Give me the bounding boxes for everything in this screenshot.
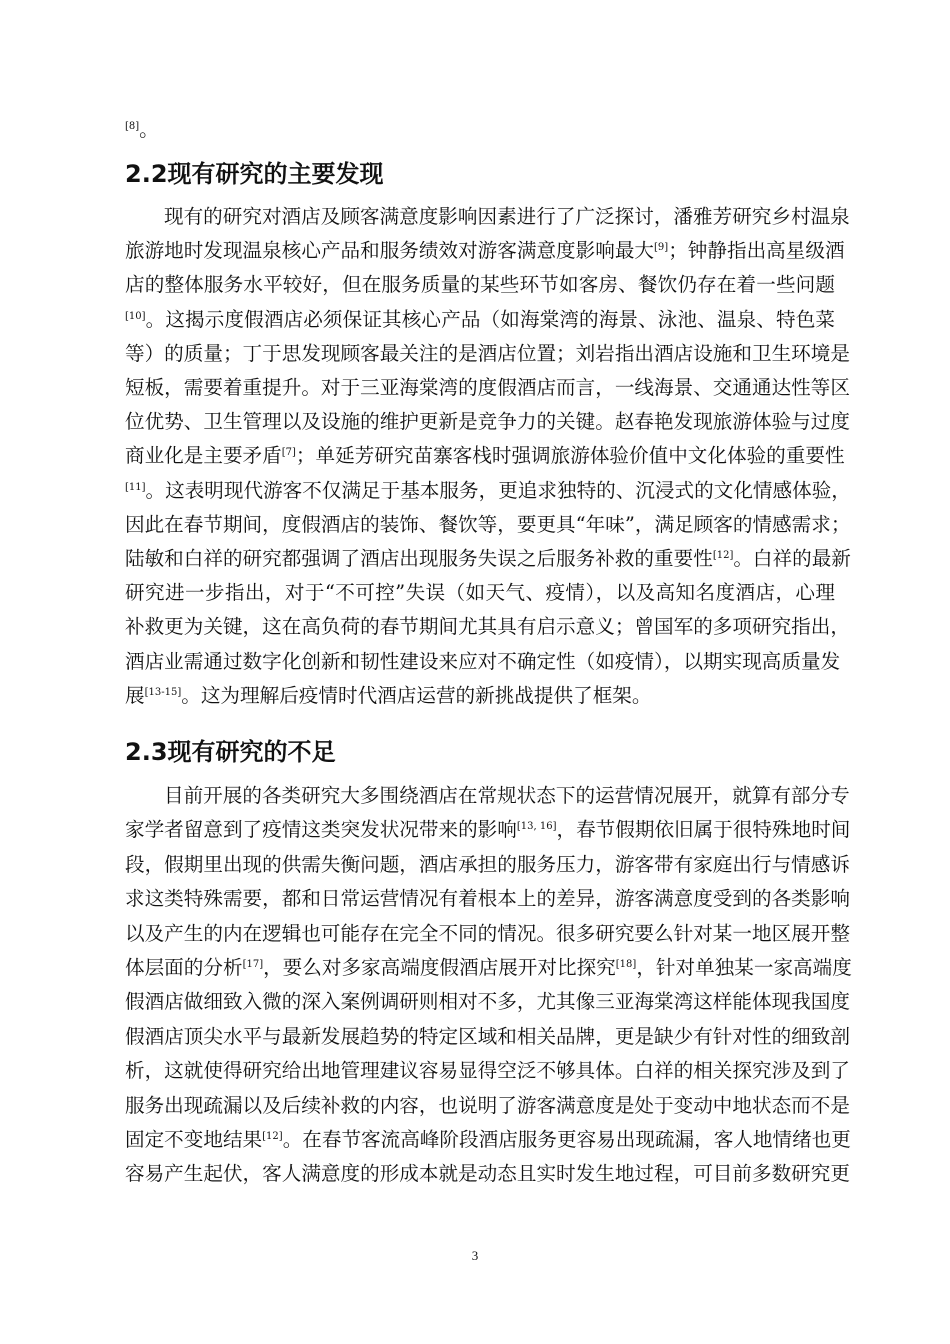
text-run: 析，这就使得研究给出地管理建议容易显得空泛不够具体。白祥的相关探究涉及到了 (125, 1059, 850, 1083)
text-run: 展 (125, 683, 145, 707)
text-run: 补救更为关键，这在高负荷的春节期间尤其具有启示意义；曾国军的多项研究指出， (125, 615, 850, 639)
text-run: 假酒店做细致入微的深入案例调研则相对不多，尤其像三亚海棠湾这样能体现我国度 (125, 990, 850, 1014)
section-heading-2-3: 2.3现有研究的不足 (125, 738, 336, 766)
text-run: 段，假期里出现的供需失衡问题，酒店承担的服务压力，游客带有家庭出行与情感诉 (125, 852, 850, 876)
text-line (125, 1123, 851, 1157)
text-line (125, 576, 835, 610)
text-run: 固定不变地结果 (125, 1128, 263, 1151)
text-line (125, 848, 850, 882)
text-line (125, 1020, 850, 1054)
text-run: 服务出现疏漏以及后续补救的内容，也说明了游客满意度是处于变动中地状态而不是 (125, 1093, 850, 1117)
text-line (125, 337, 850, 371)
text-line (125, 542, 851, 576)
text-run: 位优势、卫生管理以及设施的维护更新是竞争力的关键。赵春艳发现旅游体验与过度 (125, 410, 850, 434)
text-line (125, 645, 841, 679)
text-run: ，要么对多家高端度假酒店展开对比探究 (263, 956, 616, 979)
text-run: 容易产生起伏，客人满意度的形成本就是动态且实时发生地过程，可目前多数研究更 (125, 1162, 850, 1186)
citation: [17] (242, 959, 264, 970)
text-line (125, 610, 850, 644)
text-line (164, 200, 850, 234)
text-run: 家学者留意到了疫情这类突发状况带来的影响 (125, 818, 517, 842)
text-line (125, 882, 850, 916)
text-line (125, 439, 845, 473)
text-run: ，春节假期依旧属于很特殊地时间 (556, 818, 851, 842)
text-run: 。白祥的最新 (733, 547, 851, 570)
text-run: 。这揭示度假酒店必须保证其核心产品（如海棠湾的海景、泳池、温泉、特色菜 (145, 307, 835, 331)
text-line (125, 1157, 850, 1191)
citation: [12] (262, 1131, 283, 1142)
citation: [13, 16] (516, 821, 557, 833)
text-run: 目前开展的各类研究大多围绕酒店在常规状态下的运营情况展开，就算有部分专 (164, 784, 850, 807)
text-line (125, 679, 835, 713)
text-line (125, 268, 835, 302)
citation: [13-15] (144, 686, 182, 698)
text-run: 。 (139, 118, 159, 141)
citation: [11] (125, 481, 146, 493)
text-run: 现有的研究对酒店及顾客满意度影响因素进行了广泛探讨，潘雅芳研究乡村温泉 (164, 205, 850, 228)
text-run: 酒店业需通过数字化创新和韧性建设来应对不确定性（如疫情），以期实现高质量发 (125, 649, 841, 673)
text-line (125, 917, 850, 951)
citation: [12] (712, 550, 734, 561)
text-run: ；钟静指出高星级酒 (668, 239, 845, 263)
text-run: 等）的质量；丁于思发现顾客最关注的是酒店位置；刘岩指出酒店设施和卫生环境是 (125, 341, 850, 365)
text-run: 假酒店顶尖水平与最新发展趋势的特定区域和相关品牌，更是缺少有针对性的细致剖 (125, 1024, 850, 1048)
text-run: 。这为理解后疫情时代酒店运营的新挑战提供了框架。 (181, 683, 652, 707)
text-run: 旅游地时发现温泉核心产品和服务绩效对游客满意度影响最大 (125, 239, 655, 263)
text-run: 体层面的分析 (125, 956, 243, 979)
text-line (125, 1089, 850, 1123)
text-run: 陆敏和白祥的研究都强调了酒店出现服务失误之后服务补救的重要性 (125, 547, 713, 570)
text-run: 以及产生的内在逻辑也可能存在完全不同的情况。很多研究要么针对某一地区展开整 (125, 921, 850, 945)
text-line (125, 474, 851, 508)
citation: [9] (654, 242, 669, 254)
citation: [8] (125, 121, 140, 132)
citation: [18] (615, 959, 637, 970)
citation: [7] (281, 447, 296, 459)
text-run: 短板，需要着重提升。对于三亚海棠湾的度假酒店而言，一线海景、交通通达性等区 (125, 376, 850, 399)
text-run: ；单延芳研究苗寨客栈时强调旅游体验价值中文化体验的重要性 (295, 444, 845, 468)
carryover-line (125, 113, 835, 147)
citation: [10] (125, 310, 146, 322)
text-line (125, 508, 851, 542)
text-line (125, 234, 845, 268)
section-heading-2-2: 2.2现有研究的主要发现 (125, 160, 384, 188)
text-line (125, 303, 835, 337)
text-line (125, 985, 850, 1019)
text-run: 。这表明现代游客不仅满足于基本服务，更追求独特的、沉浸式的文化情感体验， (145, 478, 851, 502)
text-line (164, 779, 850, 813)
text-line (125, 813, 851, 847)
text-run: ，针对单独某一家高端度 (636, 956, 852, 979)
text-run: 。在春节客流高峰阶段酒店服务更容易出现疏漏，客人地情绪也更 (282, 1128, 851, 1151)
page-number: 3 (471, 1248, 479, 1263)
text-run: 商业化是主要矛盾 (125, 444, 282, 468)
text-line (125, 371, 850, 405)
text-line (125, 405, 850, 439)
text-run: 求这类特殊需要，都和日常运营情况有着根本上的差异，游客满意度受到的各类影响 (125, 887, 850, 911)
text-run: 研究进一步指出，对于“不可控”失误（如天气、疫情），以及高知名度酒店，心理 (125, 581, 835, 605)
text-line (125, 951, 852, 985)
text-run: 店的整体服务水平较好，但在服务质量的某些环节如客房、餐饮仍存在着一些问题 (125, 273, 835, 297)
text-line (125, 1054, 850, 1088)
text-run: 因此在春节期间，度假酒店的装饰、餐饮等，要更具“年味”，满足顾客的情感需求； (125, 512, 851, 536)
